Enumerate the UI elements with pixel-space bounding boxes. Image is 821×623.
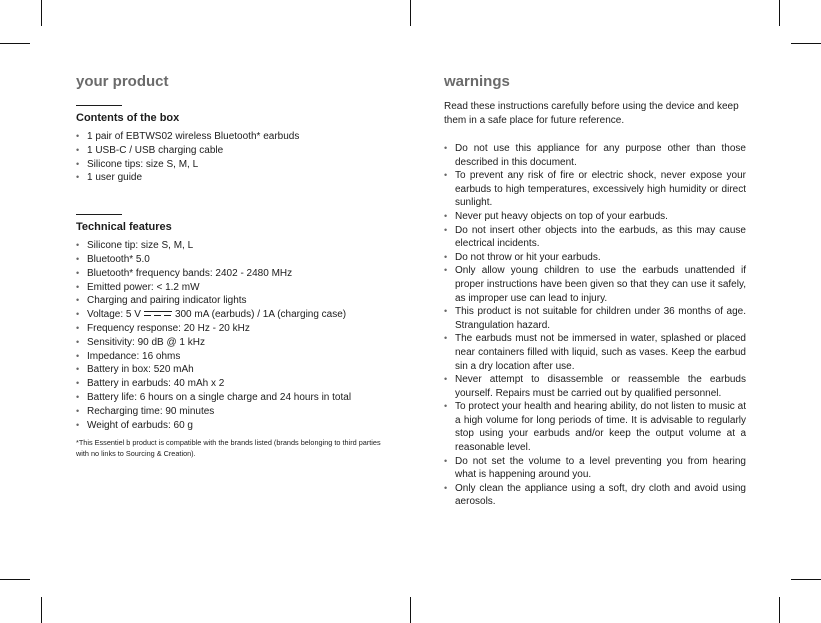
- list-item: • 1 pair of EBTWS02 wireless Bluetooth* earbuds: [76, 130, 382, 144]
- list-item: • To protect your health and hearing ability, do not listen to music at a high volume for long periods of time. It is advisable to regularly stop using your earbuds and/or keep the output volume at a reasonable level.: [444, 400, 746, 454]
- list-item: • Weight of earbuds: 60 g: [76, 419, 382, 433]
- list-item: • Never attempt to disassemble or reassemble the earbuds yourself. Repairs must be carried out by qualified personnel.: [444, 373, 746, 400]
- list-item: • The earbuds must not be immersed in water, splashed or placed near containers filled with liquid, such as vases. Keep the earbud sin a dry location after use.: [444, 332, 746, 373]
- crop-mark: [0, 43, 30, 44]
- crop-mark: [410, 597, 411, 623]
- list-item: • Impedance: 16 ohms: [76, 350, 382, 364]
- list-item: • Silicone tip: size S, M, L: [76, 239, 382, 253]
- crop-mark: [41, 0, 42, 26]
- crop-mark: [41, 597, 42, 623]
- list-item: • Only allow young children to use the earbuds unattended if proper instructions have been given so that they can use it safely, as improper use can lead to injury.: [444, 264, 746, 305]
- list-item: • Do not throw or hit your earbuds.: [444, 251, 746, 265]
- technical-heading: Technical features: [76, 221, 172, 234]
- section-divider: [76, 214, 122, 215]
- contents-heading: Contents of the box: [76, 112, 180, 124]
- crop-mark: [779, 597, 780, 623]
- list-item: • Only clean the appliance using a soft, dry cloth and avoid using aerosols.: [444, 482, 746, 509]
- compatibility-footnote: *This Essentiel b product is compatible with the brands listed (brands belonging to third parties with no links to Sourcing & Creation).: [76, 438, 381, 459]
- crop-mark: [0, 579, 30, 580]
- crop-mark: [791, 43, 821, 44]
- list-item: • This product is not suitable for children under 36 months of age. Strangulation hazard.: [444, 305, 746, 332]
- warnings-list: [444, 142, 746, 509]
- list-item: • 1 user guide: [76, 171, 382, 185]
- list-item: • Frequency response: 20 Hz - 20 kHz: [76, 322, 382, 336]
- list-item: • Charging and pairing indicator lights: [76, 294, 382, 308]
- list-item: • Bluetooth* 5.0: [76, 253, 382, 267]
- your-product-column: [76, 72, 382, 459]
- technical-list: [76, 239, 382, 432]
- list-item: • 1 USB-C / USB charging cable: [76, 144, 382, 158]
- contents-list: [76, 130, 382, 185]
- list-item: • Do not insert other objects into the earbuds, as this may cause electrical incidents.: [444, 224, 746, 251]
- list-item: • Never put heavy objects on top of your earbuds.: [444, 210, 746, 224]
- list-item: • Do not set the volume to a level preventing you from hearing what is happening around you.: [444, 455, 746, 482]
- warnings-column: [444, 72, 746, 509]
- list-item: • To prevent any risk of fire or electric shock, never expose your earbuds to high temperatures, excessively high humidity or direct sunlight.: [444, 169, 746, 210]
- warnings-intro: Read these instructions carefully before using the device and keep them in a safe place for future reference.: [444, 101, 739, 126]
- crop-mark: [410, 0, 411, 26]
- list-item: • Emitted power: < 1.2 mW: [76, 281, 382, 295]
- list-item: • Silicone tips: size S, M, L: [76, 158, 382, 172]
- list-item: • Recharging time: 90 minutes: [76, 405, 382, 419]
- voltage-item: [76, 308, 382, 322]
- dc-symbol-icon: [144, 311, 172, 318]
- list-item: • Battery life: 6 hours on a single charge and 24 hours in total: [76, 391, 382, 405]
- warnings-title: warnings: [444, 73, 510, 90]
- list-item: • Sensitivity: 90 dB @ 1 kHz: [76, 336, 382, 350]
- list-item: • Battery in box: 520 mAh: [76, 363, 382, 377]
- list-item: • Battery in earbuds: 40 mAh x 2: [76, 377, 382, 391]
- list-item: • Do not use this appliance for any purpose other than those described in this document.: [444, 142, 746, 169]
- list-item: • Bluetooth* frequency bands: 2402 - 2480 MHz: [76, 267, 382, 281]
- page-title: your product: [76, 73, 169, 90]
- crop-mark: [791, 579, 821, 580]
- section-divider: [76, 105, 122, 106]
- crop-mark: [779, 0, 780, 26]
- voltage-prefix: Voltage: 5 V: [87, 309, 141, 321]
- voltage-suffix: 300 mA (earbuds) / 1A (charging case): [174, 309, 347, 321]
